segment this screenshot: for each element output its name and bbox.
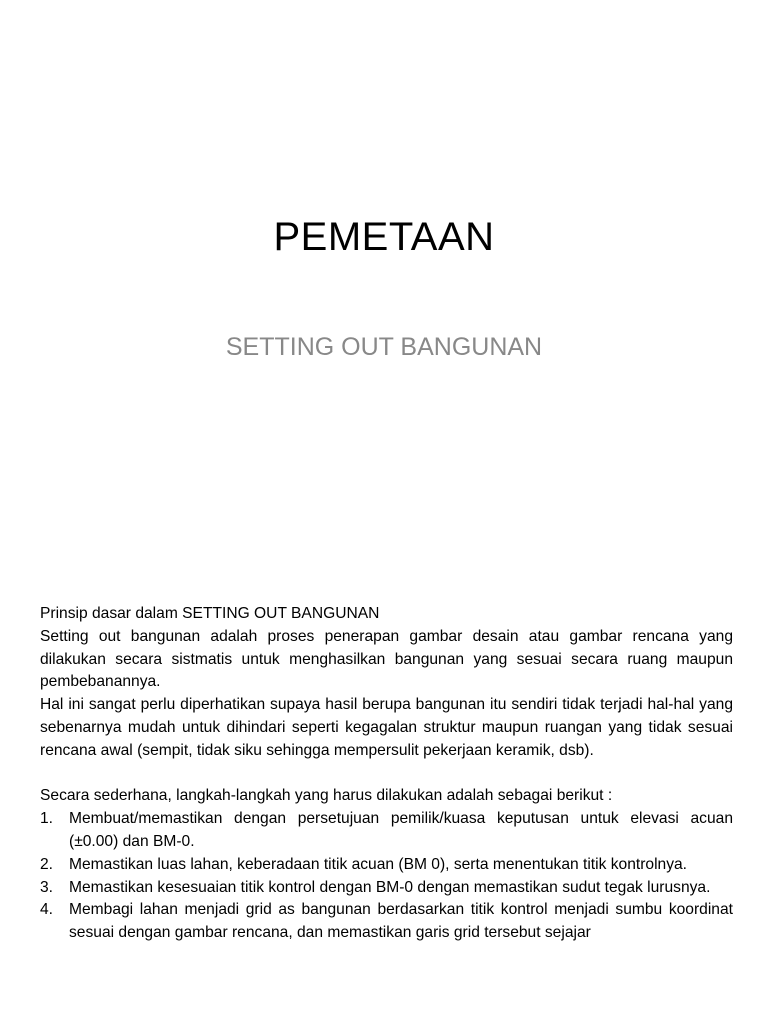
steps-list — [40, 808, 733, 945]
list-item-text: Memastikan kesesuaian titik kontrol dengan BM-0 dengan memastikan sudut tegak lurusnya. — [69, 878, 711, 896]
list-item-number: 1. — [40, 810, 54, 828]
list-item-number: 2. — [40, 855, 54, 873]
section-heading: Prinsip dasar dalam SETTING OUT BANGUNAN — [40, 605, 380, 622]
list-item-number: 4. — [40, 901, 54, 919]
list-item — [40, 808, 733, 854]
list-item-text: Membagi lahan menjadi grid as bangunan berdasarkan titik kontrol menjadi sumbu koordinat sesuai dengan gambar rencana, dan memastikan garis grid tersebut sejajar — [69, 901, 733, 942]
blank-line — [40, 763, 733, 786]
list-item — [40, 854, 733, 877]
list-item — [40, 877, 733, 900]
list-item-text: Membuat/memastikan dengan persetujuan pemilik/kuasa keputusan untuk elevasi acuan (±0.00) dan BM-0. — [69, 810, 733, 850]
list-item-number: 3. — [40, 878, 54, 896]
page-subtitle: SETTING OUT BANGUNAN — [225, 333, 543, 361]
paragraph-importance: Hal ini sangat perlu diperhatikan supaya hasil berupa bangunan itu sendiri tidak terjadi hal-hal yang sebenarnya mudah untuk dihindari seperti kegagalan struktur maupun ruangan yang tidak sesuai rencana awal (sempit, tidak siku sehingga mempersulit pekerjaan keramik, dsb). — [40, 696, 733, 759]
steps-intro: Secara sederhana, langkah-langkah yang harus dilakukan adalah sebagai berikut : — [40, 787, 613, 805]
paragraph-definition: Setting out bangunan adalah proses penerapan gambar desain atau gambar rencana yang dilakukan secara sistmatis untuk menghasilkan bangunan yang sesuai secara ruang maupun pembebanannya. — [40, 627, 733, 691]
document-body — [40, 603, 733, 945]
list-item-text: Memastikan luas lahan, keberadaan titik acuan (BM 0), serta menentukan titik kontrolnya. — [69, 855, 688, 873]
list-item — [40, 899, 733, 945]
page-title: PEMETAAN — [273, 215, 495, 259]
